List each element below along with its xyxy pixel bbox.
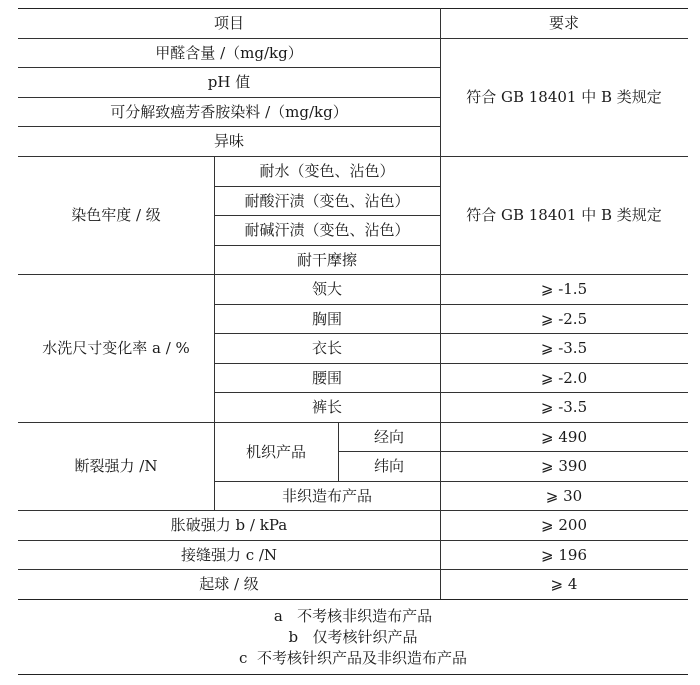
row-acid-perspiration: 耐酸汗渍（变色、沾色）	[244, 191, 410, 210]
row-alkali-perspiration: 耐碱汗渍（变色、沾色）	[244, 221, 410, 239]
value-weft: ⩾ 390	[541, 457, 587, 475]
value-nonwoven: ⩾ 30	[545, 486, 583, 505]
colorfastness-label: 染色牢度 / 级	[71, 206, 161, 224]
table-footnotes	[18, 606, 688, 669]
value-warp: ⩾ 490	[541, 427, 587, 446]
value-seam-strength: ⩾ 196	[541, 545, 587, 564]
value-waist: ⩾ -2.0	[540, 368, 588, 387]
row-azo-dyes: 可分解致癌芳香胺染料 /（mg/kg）	[110, 102, 348, 121]
row-dry-rubbing: 耐干摩擦	[296, 250, 357, 269]
row-seam-strength: 接缝强力 c /N	[180, 545, 278, 564]
row-bursting-strength: 胀破强力 b / kPa	[170, 516, 288, 534]
row-warp: 经向	[373, 427, 404, 446]
value-bursting-strength: ⩾ 200	[541, 516, 587, 534]
row-water-fastness: 耐水（变色、沾色）	[259, 162, 395, 180]
row-nonwoven: 非织造布产品	[281, 486, 372, 505]
row-ph: pH 值	[207, 73, 251, 91]
footnote-a: a 不考核非织造布产品	[273, 607, 433, 625]
woven-products-label: 机织产品	[245, 442, 306, 461]
row-odor: 异味	[213, 132, 244, 150]
group2-requirement: 符合 GB 18401 中 B 类规定	[466, 206, 662, 224]
footnote-c: c 不考核针织产品及非织造布产品	[239, 649, 467, 667]
value-trouser-length: ⩾ -3.5	[540, 398, 588, 416]
header-item: 项目	[213, 14, 244, 32]
group1-requirement: 符合 GB 18401 中 B 类规定	[466, 88, 662, 106]
table-body-bottom-rule	[18, 599, 688, 600]
value-garment-length: ⩾ -3.5	[540, 339, 588, 357]
header-requirement: 要求	[548, 14, 579, 32]
footnote-b: b 仅考核针织产品	[288, 628, 418, 646]
row-chest: 胸围	[311, 309, 342, 328]
row-trouser-length: 裤长	[311, 398, 342, 416]
value-pilling: ⩾ 4	[550, 575, 578, 593]
value-chest: ⩾ -2.5	[540, 309, 588, 328]
table-bottom-rule	[18, 674, 688, 675]
row-collar: 领大	[311, 280, 342, 298]
row-weft: 纬向	[373, 457, 404, 475]
row-waist: 腰围	[311, 368, 342, 387]
row-formaldehyde: 甲醛含量 /（mg/kg）	[155, 43, 303, 62]
row-garment-length: 衣长	[311, 339, 342, 357]
row-pilling: 起球 / 级	[199, 575, 259, 593]
dimensional-change-label: 水洗尺寸变化率 a / %	[42, 339, 190, 357]
value-collar: ⩾ -1.5	[540, 280, 588, 298]
breaking-strength-label: 断裂强力 /N	[74, 457, 158, 475]
